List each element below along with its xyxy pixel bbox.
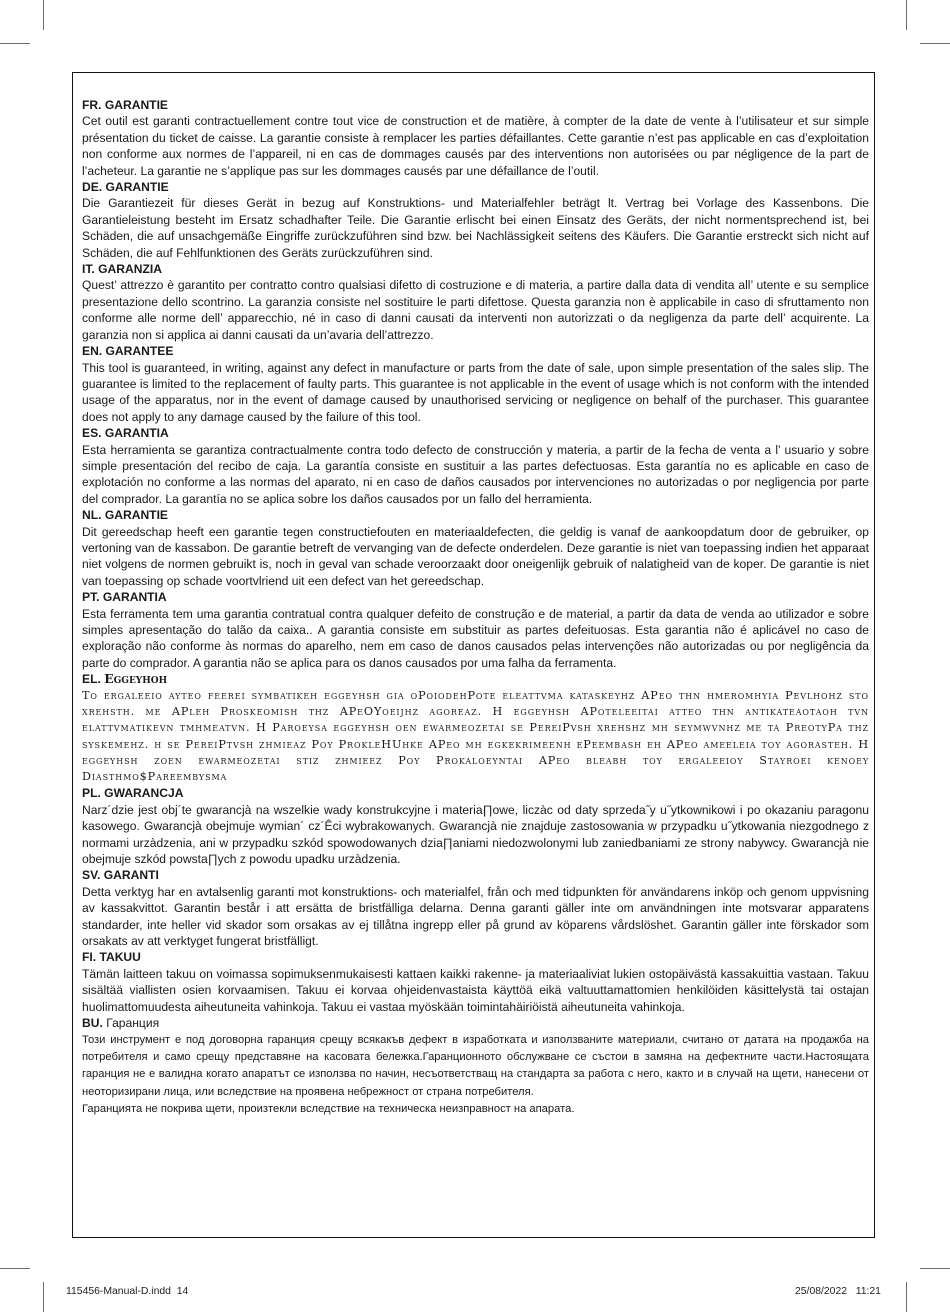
- heading-el-title: Eggeyhoh: [104, 671, 168, 687]
- text-fr: Cet outil est garanti contractuellement contre tout vice de construction et de matière, à compter de la date de vente à l’utilisateur et sur simple présentation du ticket de caisse. La garantie consiste à remplacer les parties défaillantes. Cette garantie n’est pas applicable en cas d’exploitation non conforme aux normes de l’appareil, ni en cas de dommages causés par des interventions non autorisées ou par négligence de la part de l’acheteur. La garantie ne s’applique pas sur les dommages causés par une défaillance de l’outil.: [82, 114, 869, 178]
- warranty-document: [82, 97, 869, 1119]
- text-bu-1: Този инструмент е под договорна гаранция срещу всякакъв дефект в изработката и използваните материали, считано от датата на продажба на потребителя и само срещу представяне на касовата бележка.Гаранционното обслужване се състои в замяна на дефектните части.Настоящата гаранция не е валидна когато апаратът се използва по начин, несъответстващ на стандарта за работа с него, както и в случай на щети, нанесени от неоторизирани лица, или вследствие на проявена небрежност от страна потребителя.: [82, 1033, 869, 1098]
- heading-de: DE. GARANTIE: [82, 180, 169, 195]
- section-nl: [82, 507, 869, 589]
- heading-en: EN. GARANTEE: [82, 344, 174, 359]
- heading-nl: NL. GARANTIE: [82, 508, 168, 523]
- footer-file-info: [66, 1286, 188, 1297]
- heading-fr: FR. GARANTIE: [82, 98, 168, 112]
- section-fr: [82, 97, 869, 179]
- heading-fi: FI. TAKUU: [82, 950, 141, 965]
- crop-mark-bottom-left-horizontal: [0, 1268, 30, 1269]
- text-pt: Esta ferramenta tem uma garantia contratual contra qualquer defeito de construção e de material, a partir da data de venda ao utilizador e sobre simples apresentação do talão da caixa.. A garantia consiste em substituir as partes defeituosas. Esta garantia não é aplicável no caso de exploração não conforme às normas do aparelho, nem em caso de danos causados pelas intervenções não autorizadas ou por negligência da parte do comprador. A garantia não se aplica para os danos causados por uma falha da ferramenta.: [82, 606, 869, 670]
- footer-date: 25/08/2022: [795, 1286, 848, 1297]
- text-fi: Tämän laitteen takuu on voimassa sopimuksenmukaisesti kattaen kaikki rakenne- ja materiaaliviat lukien ostopäivästä kassakuittia vastaan. Takuu sisältää viallisten osien korvaamisen. Takuu ei korvaa ohjeidenvastaista käyttöä eikä valtuuttamattomien henkilöiden käsittelystä tai ostajan huolimattomuudesta aiheutuneita vahinkoja. Takuu ei vastaa myöskään toimintahäiriöistä aiheutuneita vahinkoja.: [82, 966, 869, 1014]
- section-en: [82, 343, 869, 425]
- text-nl: Dit gereedschap heeft een garantie tegen constructiefouten en materiaaldefecten, die geldig is vanaf de aankoopdatum door de gebruiker, op vertoning van de kassabon. De garantie betreft de vervanging van de defecte onderdelen. Deze garantie is niet van toepassing indien het apparaat niet volgens de normen gebruikt is, noch in geval van schade veroorzaakt door oneigenlijk gebruik of nalatigheid van de koper. De garantie is niet van toepassing op schade voortvlriend uit een defect van het gereedschap.: [82, 524, 869, 588]
- footer-time: 11:21: [855, 1286, 881, 1297]
- heading-el-code: EL.: [82, 672, 101, 687]
- footer-file-name: 115456-Manual-D.indd: [66, 1286, 171, 1297]
- crop-mark-top-left-vertical: [43, 0, 44, 30]
- crop-mark-top-left-horizontal: [0, 43, 30, 44]
- text-en: This tool is guaranteed, in writing, against any defect in manufacture or parts from the date of sale, upon simple presentation of the sales slip. The guarantee is limited to the replacement of faulty parts. This guarantee is not applicable in the event of usage which is not conform with the intended usage of the apparatus, nor in the event of damage caused by unauthorised servicing or negligence on behalf of the purchaser. This guarantee does not apply to any damage caused by the failure of this tool.: [82, 360, 869, 424]
- section-sv: [82, 867, 869, 949]
- heading-es: ES. GARANTIA: [82, 426, 169, 441]
- heading-el: [82, 671, 869, 687]
- text-el: To ergaleeio ayteo feerei symbatikeh eggeyhsh gia oPoiodehPote eleattvma kataskeyhz APeo thn hmeromhyia Pevlhohz sto xrehsth. me APleh Proskeomish thz APeOYoeijhz agoreaz. H eggeyhsh APoteleeitai atteo thn antikateaotaoh tvn elattvmatikevn tmhmeatvn. H Paroeysa eggeyhsh oen ewarmeozetai se PereiPvsh xrehshz mh seymwvnhz me ta PreotyPa thz syskemehz. h se PereiPtvsh zhmieaz Poy ProkleHUhke APeo mh egkekrimeenh ePeembash eh APeo ameeleia toy agorasteh. H eggeyhsh zoen ewarmeozetai stiz zhmieez Poy Prokaloeyntai APeo bleabh toy ergaleeioy Stayroei kenoey Diasthmo$Pareembysma: [82, 688, 869, 784]
- section-es: [82, 425, 869, 507]
- heading-sv: SV. GARANTI: [82, 868, 159, 883]
- text-de: Die Garantiezeit für dieses Gerät in bezug auf Konstruktions- und Materialfehler beträgt lt. Vertrag bei Vorlage des Kassenbons. Die Garantieleistung besteht im Ersatz schadhafter Teile. Die Garantie erlischt bei einen Einsatz des Geräts, der nicht normentsprechend ist, bei Schäden, die auf unsachgemäße Eingriffe zurückzuführen sind bzw. bei Nachlässigkeit seitens des Käufers. Die Garantie erstreckt sich nicht auf Schäden, die auf Fehlfunktionen des Geräts zurückzuführen sind.: [82, 196, 869, 260]
- text-es: Esta herramienta se garantiza contractualmente contra todo defecto de construcción y materia, a partir de la fecha de venta a l’ usuario y sobre simple presentación del recibo de caja. La garantía consiste en sustituir a las partes defectuosas. Esta garantía no es aplicable en caso de explotación no conforme a las normas del aparato, ni en caso de daños causados por intervenciones no autorizadas o por negligencia por parte del comprador. La garantía no se aplica sobre los daños causados por un fallo del herramienta.: [82, 442, 869, 506]
- section-pt: [82, 589, 869, 671]
- section-el: [82, 671, 869, 785]
- section-de: [82, 179, 869, 261]
- heading-bu: [82, 1015, 869, 1031]
- text-pl: Narz´dzie jest obj´te gwarancjà na wszelkie wady konstrukcyjne i materia∏owe, liczàc od daty sprzeda˝y u˝ytkownikowi i po okazaniu paragonu kasowego. Gwarancjà obejmuje wymian´ cz´Êci wybrakowanych. Gwarancjà nie znajduje zastosowania w przypadku u˝ytkowania niezgodnego z normami urzàdzenia, ani w przypadku szkód spowodowanych dzia∏aniami niedozwolonymi lub zaniedbaniami ze strony nabywcy. Gwarancjà nie obejmuje szkód powsta∏ych z powodu upadku urzàdzenia.: [82, 802, 869, 867]
- text-sv: Detta verktyg har en avtalsenlig garanti mot konstruktions- och materialfel, från och med tidpunkten för användarens inköp och genom uppvisning av kassakvittot. Garantin består i att ersätta de bristfälliga delarna. Denna garanti gäller inte om användningen inte motsvarar apparatens standarder, inte heller vid skador som orsakas av ej tillåtna ingrepp eller på grund av köparens vårdslöshet. Garantin gäller inte förskador som orsakats av att verktyget fungerat bristfälligt.: [82, 884, 869, 949]
- heading-bu-title: Гаранция: [106, 1016, 160, 1031]
- heading-pt: PT. GARANTIA: [82, 590, 167, 605]
- footer-timestamp: [795, 1286, 881, 1297]
- section-pl: [82, 785, 869, 867]
- crop-mark-top-right-vertical: [906, 0, 907, 30]
- heading-pl: PL. GWARANCJA: [82, 786, 184, 801]
- text-bu-2: Гаранцията не покрива щети, произтекли вследствие на техническа неизправност на апарата.: [82, 1103, 575, 1116]
- crop-mark-bottom-right-vertical: [906, 1282, 907, 1312]
- crop-mark-bottom-right-horizontal: [920, 1268, 950, 1269]
- footer-page-number: 14: [176, 1286, 189, 1297]
- text-it: Quest’ attrezzo è garantito per contratto contro qualsiasi difetto di costruzione e di materia, a partire dalla data di vendita all’ utente e su semplice presentazione dello scontrino. La garanzia consiste nel sostituire le parti difettose. Questa garanzia non è applicabile in caso di sfruttamento non conforme alle norme dell’ apparecchio, né in caso di danni causati da interventi non autorizzati o da negligenza da parte dell’ acquirente. La garanzia non si applica ai danni causati da un’avaria dell’attrezzo.: [82, 278, 869, 342]
- heading-it: IT. GARANZIA: [82, 262, 162, 277]
- heading-bu-code: BU.: [82, 1016, 103, 1031]
- section-fi: [82, 949, 869, 1015]
- crop-mark-top-right-horizontal: [920, 43, 950, 44]
- crop-mark-bottom-left-vertical: [43, 1282, 44, 1312]
- section-it: [82, 261, 869, 343]
- section-bu: [82, 1015, 869, 1118]
